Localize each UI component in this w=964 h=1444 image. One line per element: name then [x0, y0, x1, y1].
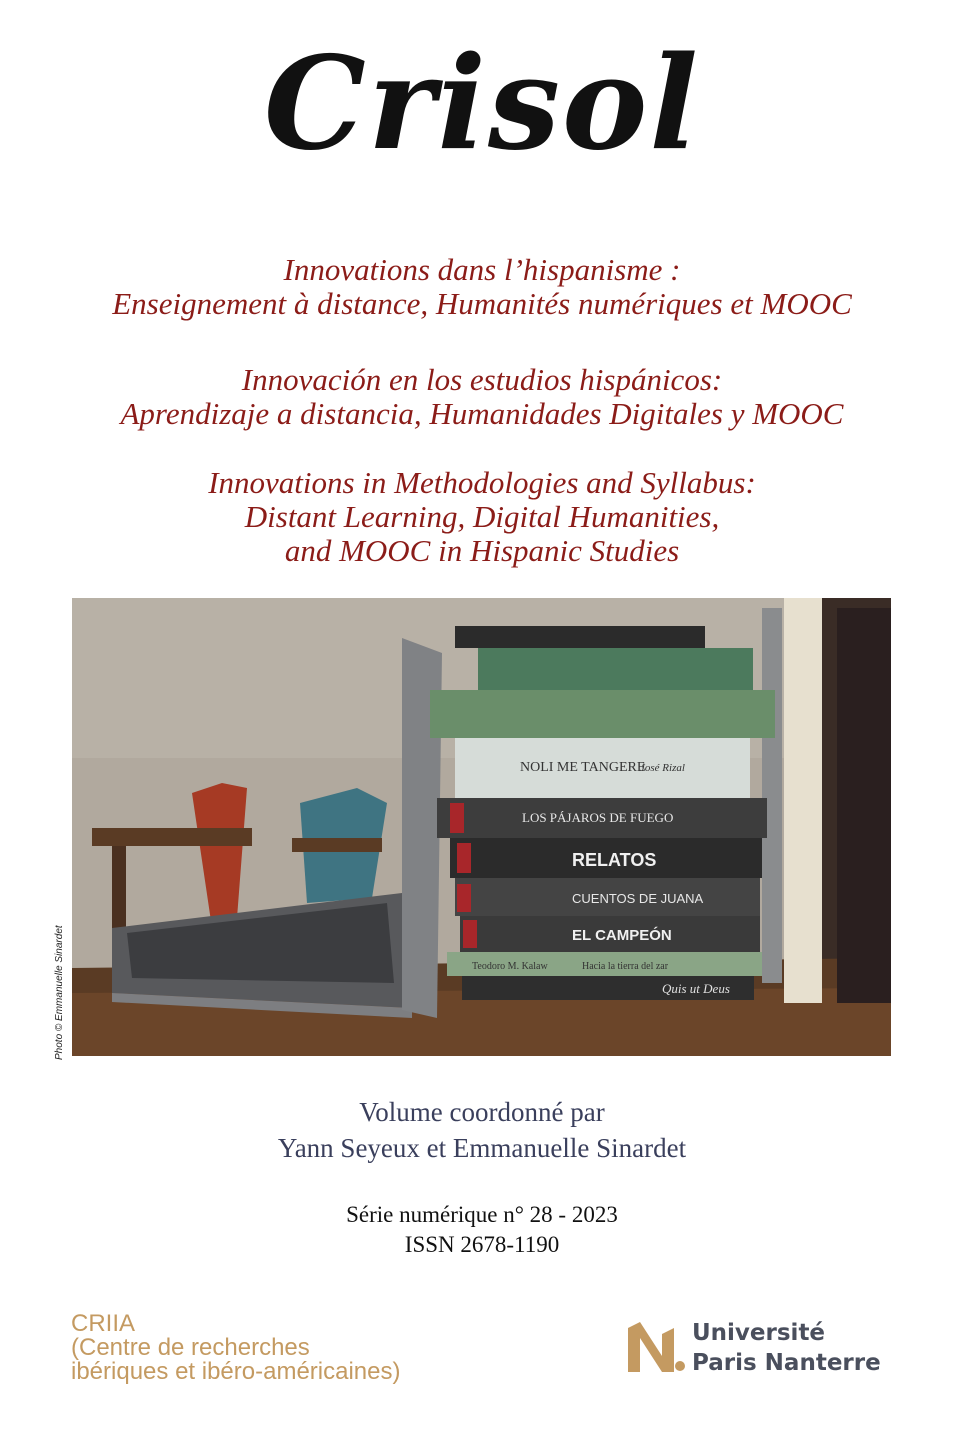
- coordination: [0, 1094, 964, 1166]
- spine-text: Teodoro M. Kalaw: [472, 961, 548, 972]
- criia-logo: [71, 1312, 400, 1384]
- spine-text: Quis ut Deus: [662, 981, 730, 996]
- spine-text: RELATOS: [572, 850, 657, 870]
- university-name: [692, 1318, 881, 1378]
- university-line: Paris Nanterre: [692, 1350, 881, 1376]
- coordination-editors: Yann Seyeux et Emmanuelle Sinardet: [277, 1133, 687, 1163]
- criia-line: CRIIA: [71, 1310, 136, 1337]
- cover-photo: [72, 598, 891, 1056]
- spine-text: NOLI ME TANGERE: [520, 760, 646, 775]
- spine-text: EL CAMPEÓN: [572, 927, 672, 944]
- series-number: Série numérique n° 28 - 2023: [346, 1202, 618, 1227]
- title-line: Enseignement à distance, Humanités numériques et MOOC: [112, 286, 852, 321]
- title-line: Innovations dans l’hispanisme :: [283, 252, 681, 287]
- title-line: Aprendizaje a distancia, Humanidades Digitales y MOOC: [120, 396, 844, 431]
- university-line: Université: [692, 1320, 826, 1346]
- photo-credit: Photo © Emmanuelle Sinardet: [54, 925, 65, 1060]
- criia-line: (Centre de recherches: [71, 1334, 310, 1361]
- spine-text: CUENTOS DE JUANA: [572, 891, 704, 906]
- coordination-label: Volume coordonné par: [359, 1097, 605, 1127]
- title-line: Innovations in Methodologies and Syllabus:: [208, 465, 756, 500]
- spine-text: José Rizal: [640, 762, 685, 774]
- spine-text: Hacia la tierra del zar: [582, 961, 669, 972]
- journal-logo: Crisol: [264, 29, 700, 179]
- series-info: [0, 1200, 964, 1260]
- university-logo-icon: [628, 1322, 686, 1377]
- title-english: [0, 466, 964, 568]
- title-french: [0, 253, 964, 321]
- spine-text: LOS PÁJAROS DE FUEGO: [522, 810, 674, 825]
- issn: ISSN 2678-1190: [404, 1232, 560, 1257]
- books-laptop-illustration: [72, 598, 891, 1056]
- title-line: Innovación en los estudios hispánicos:: [241, 362, 723, 397]
- criia-line: ibériques et ibéro-américaines): [71, 1358, 401, 1385]
- title-line: Distant Learning, Digital Humanities,: [244, 499, 720, 534]
- title-spanish: [0, 363, 964, 431]
- title-line: and MOOC in Hispanic Studies: [284, 533, 680, 568]
